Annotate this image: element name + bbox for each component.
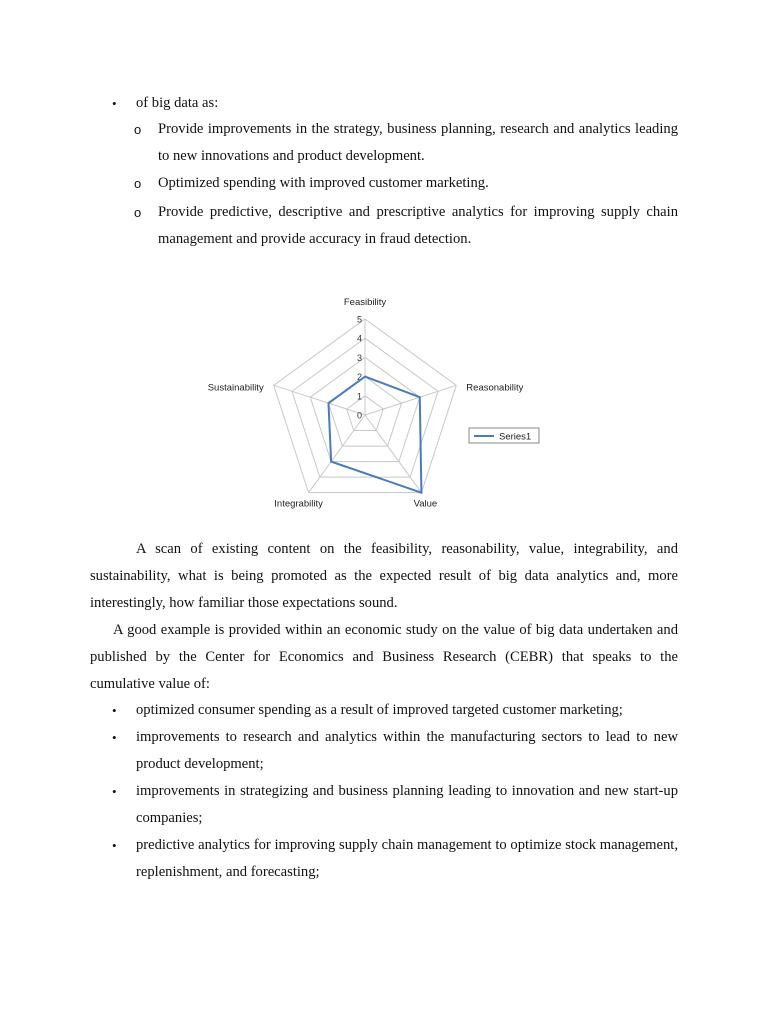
list-item-text: optimized consumer spending as a result of improved targeted customer marketing; bbox=[136, 702, 623, 718]
list-item-text: Optimized spending with improved customer marketing. bbox=[158, 175, 489, 191]
tick-label: 5 bbox=[356, 314, 362, 325]
tick-label: 0 bbox=[356, 410, 362, 421]
chart-legend bbox=[469, 428, 539, 443]
list-item-text: predictive analytics for improving supply chain management to optimize stock management, replenishment, and forecasting; bbox=[136, 837, 678, 880]
legend-label: Series1 bbox=[499, 431, 532, 443]
axis-label: Integrability bbox=[274, 498, 323, 510]
axis-label: Value bbox=[413, 498, 438, 510]
axis-spoke bbox=[365, 385, 456, 415]
series-point bbox=[421, 492, 423, 494]
tick-label: 3 bbox=[356, 352, 362, 363]
axis-spoke bbox=[365, 415, 421, 493]
bullet-marker: • bbox=[112, 96, 117, 111]
list-item bbox=[134, 199, 678, 253]
sub-bullet-marker: o bbox=[134, 205, 142, 220]
list-item-text: Provide improvements in the strategy, business planning, research and analytics leading to new innovations and product development. bbox=[158, 121, 678, 164]
bullet-marker: • bbox=[112, 703, 117, 718]
axis-spoke bbox=[274, 385, 365, 415]
tick-label: 4 bbox=[356, 333, 362, 344]
radar-axis-labels bbox=[208, 297, 524, 510]
list-item bbox=[112, 724, 678, 778]
axis-label: Feasibility bbox=[343, 297, 387, 308]
list-item-text: of big data as: bbox=[136, 95, 219, 111]
radar-chart bbox=[207, 292, 550, 510]
list-item bbox=[134, 116, 678, 170]
bullet-marker: • bbox=[112, 784, 117, 799]
paragraph: A scan of existing content on the feasibility, reasonability, value, integrability, and sustainability, what is being promoted as the expected result of big data analytics and, more interestingly, how familiar those expectations sound. bbox=[90, 541, 678, 611]
axis-spoke bbox=[309, 415, 365, 493]
paragraph: A good example is provided within an economic study on the value of big data undertaken and published by the Center for Economics and Business Research (CEBR) that speaks to the cumulative value of: bbox=[90, 622, 678, 692]
series-point bbox=[330, 461, 332, 463]
radar-ticks bbox=[357, 315, 362, 421]
radar-spokes bbox=[274, 319, 457, 493]
tick-label: 2 bbox=[356, 372, 362, 383]
axis-label: Reasonability bbox=[466, 382, 524, 394]
series-point bbox=[364, 376, 366, 378]
list-item bbox=[112, 832, 678, 886]
bullet-marker: • bbox=[112, 838, 117, 853]
list-item-text: Provide predictive, descriptive and prescriptive analytics for improving supply chain management and provide accuracy in fraud detection. bbox=[158, 204, 678, 247]
sub-bullet-marker: o bbox=[134, 122, 142, 137]
series-point bbox=[328, 402, 330, 404]
axis-label: Sustainability bbox=[207, 382, 264, 394]
sub-bullet-marker: o bbox=[134, 176, 142, 191]
list-item bbox=[112, 778, 678, 832]
list-item-text: improvements to research and analytics within the manufacturing sectors to lead to new product development; bbox=[136, 729, 678, 772]
tick-label: 1 bbox=[356, 391, 362, 402]
series-point bbox=[419, 396, 421, 398]
bullet-marker: • bbox=[112, 730, 117, 745]
list-item-text: improvements in strategizing and business planning leading to innovation and new start-up companies; bbox=[136, 783, 678, 826]
